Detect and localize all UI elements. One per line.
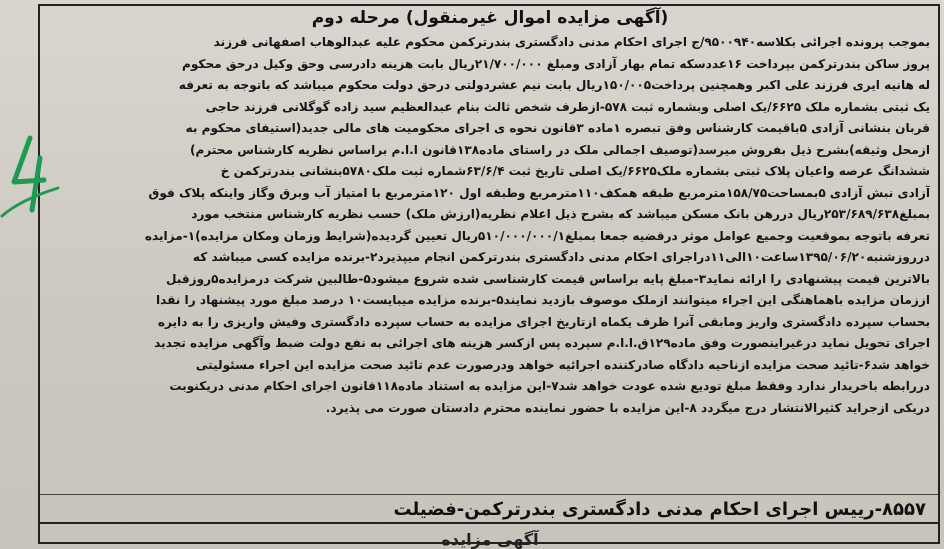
notice-line: تعرفه باتوجه بموقعیت وجمیع عوامل موثر درقضیه جمعا بمبلغ۵۱۰/۰۰۰/۰۰۰/۱ریال تعیین گردیده(شرایط وزمان ومکان مزایده)۱-مزایده xyxy=(144,228,930,243)
green-pen-mark-icon xyxy=(0,130,60,230)
notice-line: اززمان مزایده باهماهنگی این اجراء میتوانند ازملک موصوف بازدید نمایند۵-برنده مزایده میبایست۱۰ درصد مبلغ مورد پیشنهاد را نقدا xyxy=(155,293,930,307)
notice-line: خواهد شد۶-تائید صحت مزایده ازناحیه دادگاه صادرکننده اجرائیه خواهد ودرصورت عدم تائید صحت مزایده این اجراء مسئولیتی xyxy=(195,357,930,372)
notice-line: دررابطه باخریدار ندارد وفقط مبلغ تودیع شده عودت خواهد شد۷-این مزایده به استناد ماده۱۱۸قانون اجرای احکام مدنی دریکنوبت xyxy=(169,379,930,393)
notice-line: بمبلغ۲۵۳/۶۸۹/۶۳۸ریال دررهن بانک مسکن میباشد که بشرح ذیل اعلام نظریه(ارزش ملک) حسب نظریه کارشناس منتخب مورد xyxy=(191,207,930,221)
notice-body xyxy=(42,32,930,419)
notice-line: بحساب سپرده دادگستری واریز ومابقی آنرا ظرف یکماه ازتاریخ اجرای مزایده به حساب سپرده دادگستری وفیش واریزی را به دایره xyxy=(157,314,930,329)
notice-line: قربان بنشانی آزادی ۵باقیمت کارشناس وفق تبصره ۱ماده ۳قانون نحوه ی اجرای محکومیت های مالی جدید(استیفای محکوم به xyxy=(185,121,930,135)
notice-line: درروزشنبه۱۳۹۵/۰۶/۲۰ساعت۱۰الی۱۱دراجرای احکام مدنی دادگستری بندرترکمن انجام میپذیرد۲-برنده مزایده کسی میباشد که xyxy=(192,250,930,264)
notice-line: بالاترین قیمت پیشنهادی را ارائه نماید۳-مبلغ پایه براساس قیمت کارشناسی شده شروع میشود۵-طالبین شرکت درمزایده۵روزقبل xyxy=(165,271,930,286)
notice-line: آزادی نبش آزادی ۵بمساحت۱۵۸/۷۵مترمربع طبقه همکف۱۱۰مترمربع وطبقه اول ۱۲۰مترمربع با امتیاز آب وبرق وگاز واینکه پلاک فوق xyxy=(148,185,930,200)
notice-line: اجرای تحویل نماید درغیراینصورت وفق ماده۱۲۹ق.ا.ا.م سپرده پس ازکسر هزینه های اجرائی به نفع دولت ضبط وآگهی مزایده تجدید xyxy=(154,336,930,350)
notice-line: دریکی ازجراید کثیرالانتشار درج میگردد ۸-این مزایده با حضور نماینده محترم دادستان صورت می پذیرد. xyxy=(325,400,930,415)
notice-signature: ۸۵۵۷-رییس اجرای احکام مدنی دادگستری بندرترکمن-فضیلت xyxy=(40,494,938,524)
notice-line: یک ثبتی بشماره ملک ۶۶۲۵/یک اصلی وبشماره ثبت ۵۷۸-ازطرف شخص ثالث بنام عبدالعظیم سید زاده گوگلانی فرزند حاجی xyxy=(205,99,930,114)
notice-line: له هانیه ایری فرزند علی اکبر وهمچنین پرداخت۱۵۰/۰۰۵ریال بابت نیم عشردولتی درحق دولت محکوم میباشد که باتوجه به تعرفه xyxy=(178,78,930,92)
notice-line: ازمحل وثیقه)بشرح ذیل بفروش میرسد(توصیف اجمالی ملک در راستای ماده۱۳۸قانون ا.ا.م براساس نظریه کارشناس محترم) xyxy=(189,142,930,157)
notice-line: پروز ساکن بندرترکمن بپرداخت ۱۶عددسکه تمام بهار آزادی ومبلغ ۲۱/۷۰۰/۰۰۰ریال بابت هزینه دادرسی وحق وکیل درحق محکوم xyxy=(181,56,930,71)
notice-title: (آگهی مزایده اموال غیرمنقول) مرحله دوم xyxy=(311,8,669,28)
notice-line: بموجب پرونده اجرائی بکلاسه۹۵۰۰۹۴۰/ج اجرای احکام مدنی دادگستری بندرترکمن محکوم علیه عبدالوهاب اصفهانی فرزند xyxy=(213,35,930,49)
notice-line: ششدانگ عرصه واعیان پلاک ثبتی بشماره ملک۶۶۲۵/یک اصلی تاریخ ثبت ۶۳/۶/۴شماره ثبت ملک۵۷۸۰بنشانی بندرترکمن خ xyxy=(220,164,930,178)
next-notice-title: آگهی مزایده xyxy=(441,530,539,549)
